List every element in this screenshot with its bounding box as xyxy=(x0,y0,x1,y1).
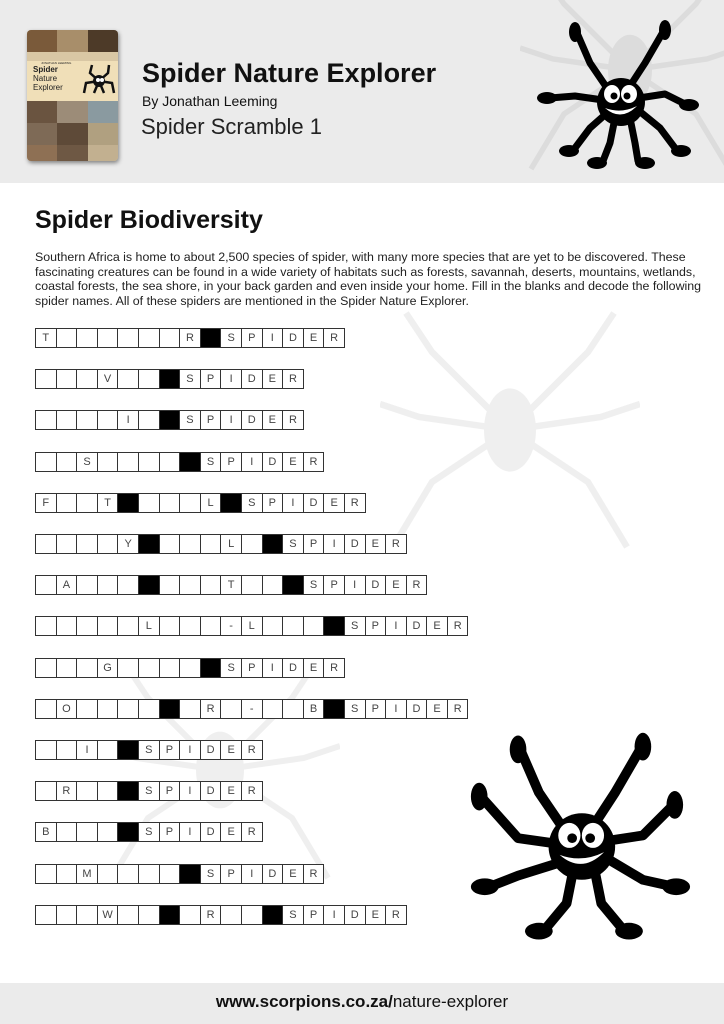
given-letter-cell: D xyxy=(406,699,428,719)
blank-letter-cell[interactable] xyxy=(179,534,201,554)
given-letter-cell: A xyxy=(56,575,78,595)
given-letter-cell: R xyxy=(241,822,263,842)
blank-letter-cell[interactable] xyxy=(200,534,222,554)
given-letter-cell: P xyxy=(262,493,284,513)
given-letter-cell: E xyxy=(303,658,325,678)
blank-letter-cell[interactable] xyxy=(56,616,78,636)
cover-title-line: Spider xyxy=(33,65,58,74)
url-path: nature-explorer xyxy=(392,992,509,1011)
given-letter-cell: M xyxy=(76,864,98,884)
book-cover xyxy=(27,30,118,161)
given-letter-cell: R xyxy=(241,740,263,760)
word-separator-cell xyxy=(262,534,284,554)
given-letter-cell: S xyxy=(220,658,242,678)
puzzle-row xyxy=(35,781,262,800)
blank-letter-cell[interactable] xyxy=(138,328,160,348)
given-letter-cell: W xyxy=(97,905,119,925)
given-letter-cell: E xyxy=(426,699,448,719)
given-letter-cell: R xyxy=(200,905,222,925)
blank-letter-cell[interactable] xyxy=(76,822,98,842)
blank-letter-cell[interactable] xyxy=(117,699,139,719)
blank-letter-cell[interactable] xyxy=(35,410,57,430)
blank-letter-cell[interactable] xyxy=(56,864,78,884)
cartoon-spider-icon xyxy=(535,18,700,173)
section-heading: Spider Biodiversity xyxy=(35,206,263,234)
blank-letter-cell[interactable] xyxy=(303,616,325,636)
puzzle-row xyxy=(35,658,344,677)
blank-letter-cell[interactable] xyxy=(159,575,181,595)
given-letter-cell: R xyxy=(282,369,304,389)
given-letter-cell: S xyxy=(138,822,160,842)
blank-letter-cell[interactable] xyxy=(220,905,242,925)
blank-letter-cell[interactable] xyxy=(76,493,98,513)
blank-letter-cell[interactable] xyxy=(76,575,98,595)
given-letter-cell: L xyxy=(241,616,263,636)
blank-letter-cell[interactable] xyxy=(117,575,139,595)
blank-letter-cell[interactable] xyxy=(97,864,119,884)
puzzle-row xyxy=(35,452,323,471)
blank-letter-cell[interactable] xyxy=(138,699,160,719)
given-letter-cell: I xyxy=(179,740,201,760)
blank-letter-cell[interactable] xyxy=(117,658,139,678)
given-letter-cell: E xyxy=(303,328,325,348)
given-letter-cell: E xyxy=(365,534,387,554)
blank-letter-cell[interactable] xyxy=(220,699,242,719)
blank-letter-cell[interactable] xyxy=(76,616,98,636)
given-letter-cell: D xyxy=(200,822,222,842)
blank-letter-cell[interactable] xyxy=(56,658,78,678)
given-letter-cell: I xyxy=(117,410,139,430)
given-letter-cell: E xyxy=(262,410,284,430)
blank-letter-cell[interactable] xyxy=(117,905,139,925)
given-letter-cell: I xyxy=(179,781,201,801)
worksheet-subtitle: Spider Scramble 1 xyxy=(141,114,322,139)
blank-letter-cell[interactable] xyxy=(56,905,78,925)
spider-watermark-icon xyxy=(380,300,640,560)
blank-letter-cell[interactable] xyxy=(76,905,98,925)
given-letter-cell: P xyxy=(241,328,263,348)
given-letter-cell: P xyxy=(323,575,345,595)
given-letter-cell: I xyxy=(323,534,345,554)
given-letter-cell: D xyxy=(344,905,366,925)
given-letter-cell: S xyxy=(200,452,222,472)
given-letter-cell: S xyxy=(220,328,242,348)
blank-letter-cell[interactable] xyxy=(179,575,201,595)
given-letter-cell: R xyxy=(56,781,78,801)
given-letter-cell: G xyxy=(97,658,119,678)
given-letter-cell: E xyxy=(426,616,448,636)
word-separator-cell xyxy=(159,410,181,430)
puzzle-row xyxy=(35,699,467,718)
cover-title-line: Nature xyxy=(33,74,58,83)
blank-letter-cell[interactable] xyxy=(262,575,284,595)
blank-letter-cell[interactable] xyxy=(138,452,160,472)
given-letter-cell: D xyxy=(344,534,366,554)
puzzle-row xyxy=(35,616,467,635)
given-letter-cell: I xyxy=(344,575,366,595)
blank-letter-cell[interactable] xyxy=(159,658,181,678)
given-letter-cell: R xyxy=(282,410,304,430)
given-letter-cell: S xyxy=(241,493,263,513)
given-letter-cell: P xyxy=(365,616,387,636)
blank-letter-cell[interactable] xyxy=(76,328,98,348)
intro-paragraph: Southern Africa is home to about 2,500 species of spider, with many more species that are yet to be discovered. These fascinating creatures can be found in a wide variety of habitats such as forests, savannah, deserts, mountains, wetlands, coastal forests, the sea shore, in your back garden and even inside your home. Fill in the blanks and decode the following spider names. All of these spiders are mentioned in the Spider Nature Explorer. xyxy=(35,250,702,308)
given-letter-cell: D xyxy=(200,740,222,760)
given-letter-cell: I xyxy=(262,328,284,348)
given-letter-cell: L xyxy=(200,493,222,513)
blank-letter-cell[interactable] xyxy=(35,369,57,389)
blank-letter-cell[interactable] xyxy=(97,534,119,554)
blank-letter-cell[interactable] xyxy=(56,452,78,472)
given-letter-cell: R xyxy=(385,905,407,925)
given-letter-cell: P xyxy=(159,822,181,842)
blank-letter-cell[interactable] xyxy=(282,616,304,636)
blank-letter-cell[interactable] xyxy=(35,575,57,595)
page-title: Spider Nature Explorer xyxy=(142,58,437,88)
given-letter-cell: R xyxy=(385,534,407,554)
word-separator-cell xyxy=(117,740,139,760)
blank-letter-cell[interactable] xyxy=(138,493,160,513)
puzzle-row xyxy=(35,575,426,594)
blank-letter-cell[interactable] xyxy=(76,781,98,801)
given-letter-cell: B xyxy=(303,699,325,719)
given-letter-cell: I xyxy=(323,905,345,925)
cover-title-line: Explorer xyxy=(33,83,63,92)
word-separator-cell xyxy=(200,328,222,348)
blank-letter-cell[interactable] xyxy=(35,699,57,719)
blank-letter-cell[interactable] xyxy=(159,493,181,513)
given-letter-cell: R xyxy=(344,493,366,513)
given-letter-cell: D xyxy=(406,616,428,636)
given-letter-cell: E xyxy=(282,452,304,472)
given-letter-cell: D xyxy=(282,658,304,678)
puzzle-row xyxy=(35,369,303,388)
word-separator-cell xyxy=(117,493,139,513)
given-letter-cell: I xyxy=(385,616,407,636)
author-line: By Jonathan Leeming xyxy=(142,93,278,109)
word-separator-cell xyxy=(138,534,160,554)
given-letter-cell: - xyxy=(220,616,242,636)
given-letter-cell: F xyxy=(35,493,57,513)
blank-letter-cell[interactable] xyxy=(138,658,160,678)
given-letter-cell: S xyxy=(76,452,98,472)
given-letter-cell: E xyxy=(323,493,345,513)
blank-letter-cell[interactable] xyxy=(35,616,57,636)
website-link[interactable] xyxy=(0,992,724,1012)
given-letter-cell: E xyxy=(365,905,387,925)
blank-letter-cell[interactable] xyxy=(97,575,119,595)
cartoon-spider-icon xyxy=(462,730,692,945)
puzzle-row xyxy=(35,410,303,429)
given-letter-cell: R xyxy=(323,328,345,348)
given-letter-cell: R xyxy=(303,452,325,472)
puzzle-row xyxy=(35,864,323,883)
blank-letter-cell[interactable] xyxy=(179,616,201,636)
blank-letter-cell[interactable] xyxy=(35,781,57,801)
given-letter-cell: T xyxy=(220,575,242,595)
blank-letter-cell[interactable] xyxy=(282,699,304,719)
blank-letter-cell[interactable] xyxy=(35,452,57,472)
given-letter-cell: E xyxy=(220,822,242,842)
given-letter-cell: E xyxy=(385,575,407,595)
word-separator-cell xyxy=(159,699,181,719)
given-letter-cell: S xyxy=(179,369,201,389)
blank-letter-cell[interactable] xyxy=(138,864,160,884)
puzzle-row xyxy=(35,534,406,553)
blank-letter-cell[interactable] xyxy=(76,699,98,719)
word-separator-cell xyxy=(220,493,242,513)
blank-letter-cell[interactable] xyxy=(56,534,78,554)
blank-letter-cell[interactable] xyxy=(97,822,119,842)
given-letter-cell: P xyxy=(200,369,222,389)
blank-letter-cell[interactable] xyxy=(56,493,78,513)
word-separator-cell xyxy=(200,658,222,678)
given-letter-cell: D xyxy=(241,410,263,430)
word-separator-cell xyxy=(323,699,345,719)
given-letter-cell: S xyxy=(282,534,304,554)
blank-letter-cell[interactable] xyxy=(35,740,57,760)
given-letter-cell: D xyxy=(303,493,325,513)
given-letter-cell: O xyxy=(56,699,78,719)
blank-letter-cell[interactable] xyxy=(76,410,98,430)
given-letter-cell: P xyxy=(220,452,242,472)
blank-letter-cell[interactable] xyxy=(56,740,78,760)
word-separator-cell xyxy=(159,369,181,389)
url-domain: www.scorpions.co.za/ xyxy=(215,992,393,1011)
given-letter-cell: I xyxy=(220,369,242,389)
given-letter-cell: E xyxy=(282,864,304,884)
puzzle-row xyxy=(35,822,262,841)
given-letter-cell: I xyxy=(179,822,201,842)
blank-letter-cell[interactable] xyxy=(241,905,263,925)
blank-letter-cell[interactable] xyxy=(200,575,222,595)
blank-letter-cell[interactable] xyxy=(159,534,181,554)
given-letter-cell: P xyxy=(159,740,181,760)
blank-letter-cell[interactable] xyxy=(138,410,160,430)
given-letter-cell: P xyxy=(159,781,181,801)
given-letter-cell: P xyxy=(365,699,387,719)
given-letter-cell: R xyxy=(447,616,469,636)
given-letter-cell: I xyxy=(241,452,263,472)
given-letter-cell: D xyxy=(200,781,222,801)
blank-letter-cell[interactable] xyxy=(97,740,119,760)
blank-letter-cell[interactable] xyxy=(76,369,98,389)
given-letter-cell: S xyxy=(303,575,325,595)
given-letter-cell: I xyxy=(220,410,242,430)
blank-letter-cell[interactable] xyxy=(159,328,181,348)
given-letter-cell: D xyxy=(282,328,304,348)
word-separator-cell xyxy=(138,575,160,595)
word-separator-cell xyxy=(282,575,304,595)
puzzle-row xyxy=(35,493,365,512)
given-letter-cell: S xyxy=(344,699,366,719)
given-letter-cell: S xyxy=(138,781,160,801)
blank-letter-cell[interactable] xyxy=(97,328,119,348)
given-letter-cell: P xyxy=(241,658,263,678)
blank-letter-cell[interactable] xyxy=(97,699,119,719)
given-letter-cell: S xyxy=(200,864,222,884)
blank-letter-cell[interactable] xyxy=(97,410,119,430)
given-letter-cell: E xyxy=(220,740,242,760)
given-letter-cell: I xyxy=(262,658,284,678)
given-letter-cell: S xyxy=(179,410,201,430)
given-letter-cell: L xyxy=(220,534,242,554)
blank-letter-cell[interactable] xyxy=(262,699,284,719)
blank-letter-cell[interactable] xyxy=(76,658,98,678)
given-letter-cell: S xyxy=(344,616,366,636)
given-letter-cell: - xyxy=(241,699,263,719)
given-letter-cell: P xyxy=(200,410,222,430)
blank-letter-cell[interactable] xyxy=(35,864,57,884)
blank-letter-cell[interactable] xyxy=(117,452,139,472)
blank-letter-cell[interactable] xyxy=(117,328,139,348)
blank-letter-cell[interactable] xyxy=(97,616,119,636)
blank-letter-cell[interactable] xyxy=(97,781,119,801)
given-letter-cell: R xyxy=(241,781,263,801)
given-letter-cell: D xyxy=(365,575,387,595)
given-letter-cell: P xyxy=(220,864,242,884)
cover-spider-icon xyxy=(82,63,116,99)
word-separator-cell xyxy=(117,822,139,842)
blank-letter-cell[interactable] xyxy=(35,905,57,925)
given-letter-cell: V xyxy=(97,369,119,389)
given-letter-cell: P xyxy=(303,534,325,554)
given-letter-cell: L xyxy=(138,616,160,636)
blank-letter-cell[interactable] xyxy=(241,575,263,595)
given-letter-cell: B xyxy=(35,822,57,842)
blank-letter-cell[interactable] xyxy=(262,616,284,636)
blank-letter-cell[interactable] xyxy=(117,616,139,636)
word-separator-cell xyxy=(262,905,284,925)
blank-letter-cell[interactable] xyxy=(56,369,78,389)
puzzle-row xyxy=(35,740,262,759)
blank-letter-cell[interactable] xyxy=(200,616,222,636)
given-letter-cell: P xyxy=(303,905,325,925)
given-letter-cell: I xyxy=(241,864,263,884)
blank-letter-cell[interactable] xyxy=(179,658,201,678)
blank-letter-cell[interactable] xyxy=(179,493,201,513)
word-separator-cell xyxy=(323,616,345,636)
given-letter-cell: R xyxy=(200,699,222,719)
blank-letter-cell[interactable] xyxy=(56,328,78,348)
blank-letter-cell[interactable] xyxy=(241,534,263,554)
cover-publisher: JONATHAN LEEMING xyxy=(41,61,72,65)
blank-letter-cell[interactable] xyxy=(97,452,119,472)
given-letter-cell: R xyxy=(406,575,428,595)
blank-letter-cell[interactable] xyxy=(117,369,139,389)
blank-letter-cell[interactable] xyxy=(179,905,201,925)
blank-letter-cell[interactable] xyxy=(56,822,78,842)
given-letter-cell: E xyxy=(262,369,284,389)
given-letter-cell: R xyxy=(447,699,469,719)
blank-letter-cell[interactable] xyxy=(35,658,57,678)
given-letter-cell: S xyxy=(138,740,160,760)
given-letter-cell: D xyxy=(241,369,263,389)
word-separator-cell xyxy=(179,452,201,472)
blank-letter-cell[interactable] xyxy=(138,905,160,925)
given-letter-cell: I xyxy=(282,493,304,513)
blank-letter-cell[interactable] xyxy=(159,616,181,636)
given-letter-cell: D xyxy=(262,452,284,472)
word-separator-cell xyxy=(159,905,181,925)
blank-letter-cell[interactable] xyxy=(138,369,160,389)
given-letter-cell: I xyxy=(76,740,98,760)
given-letter-cell: S xyxy=(282,905,304,925)
blank-letter-cell[interactable] xyxy=(159,452,181,472)
blank-letter-cell[interactable] xyxy=(179,699,201,719)
blank-letter-cell[interactable] xyxy=(117,864,139,884)
given-letter-cell: R xyxy=(323,658,345,678)
given-letter-cell: R xyxy=(179,328,201,348)
word-separator-cell xyxy=(117,781,139,801)
given-letter-cell: I xyxy=(385,699,407,719)
puzzle-row xyxy=(35,328,344,347)
spider-watermark-icon xyxy=(100,650,340,890)
blank-letter-cell[interactable] xyxy=(35,534,57,554)
blank-letter-cell[interactable] xyxy=(159,864,181,884)
word-separator-cell xyxy=(179,864,201,884)
given-letter-cell: T xyxy=(97,493,119,513)
given-letter-cell: T xyxy=(35,328,57,348)
given-letter-cell: R xyxy=(303,864,325,884)
given-letter-cell: E xyxy=(220,781,242,801)
blank-letter-cell[interactable] xyxy=(56,410,78,430)
given-letter-cell: Y xyxy=(117,534,139,554)
puzzle-row xyxy=(35,905,406,924)
given-letter-cell: D xyxy=(262,864,284,884)
blank-letter-cell[interactable] xyxy=(76,534,98,554)
